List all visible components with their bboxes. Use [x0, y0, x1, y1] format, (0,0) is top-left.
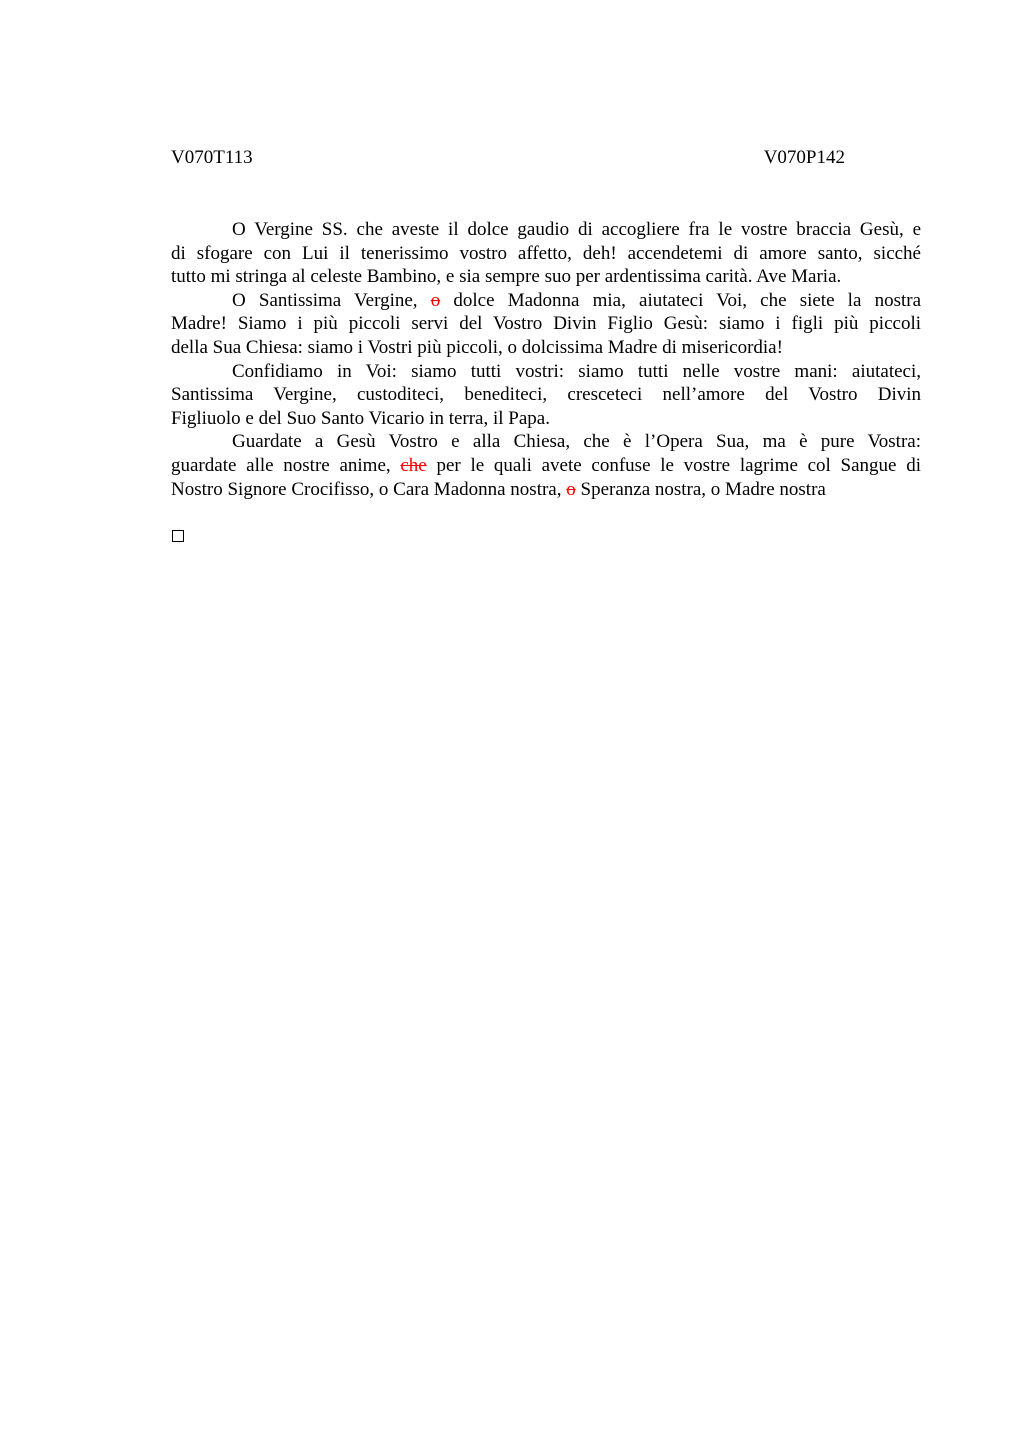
paragraph-1	[171, 218, 921, 289]
deleted-text: o	[430, 289, 441, 311]
paragraph-2	[171, 289, 921, 360]
text-segment: Nostro Signore Crocifisso, o Cara Madonna nostra,	[171, 478, 567, 500]
text-line: Santissima Vergine, custoditeci, benediteci, cresceteci nell’amore del Vostro Divin	[171, 384, 921, 406]
text-segment: guardate alle nostre anime,	[171, 454, 401, 476]
document-code-right: V070P142	[763, 147, 845, 168]
text-line: di sfogare con Lui il tenerissimo vostro affetto, deh! accendetemi di amore santo, sicché	[171, 242, 921, 264]
paragraph-3	[171, 360, 921, 431]
text-line	[171, 478, 921, 502]
text-segment: Speranza nostra, o Madre nostra	[575, 478, 826, 500]
text-line: O Vergine SS. che aveste il dolce gaudio di accogliere fra le vostre braccia Gesù, e	[232, 219, 921, 240]
text-line	[171, 454, 921, 478]
text-segment: per le quali avete confuse le vostre lagrime col Sangue di	[426, 454, 921, 476]
deleted-text: o	[566, 478, 576, 500]
paragraph-4	[171, 430, 921, 501]
text-line: tutto mi stringa al celeste Bambino, e sia sempre suo per ardentissima carità. Ave Maria.	[171, 266, 842, 288]
document-code-left: V070T113	[171, 147, 253, 168]
deleted-text: che	[400, 454, 427, 476]
text-line	[171, 289, 921, 313]
text-line: Guardate a Gesù Vostro e alla Chiesa, che è l’Opera Sua, ma è pure Vostra:	[232, 431, 921, 453]
document-body	[171, 218, 921, 501]
text-segment: dolce Madonna mia, aiutateci Voi, che siete la nostra	[440, 289, 921, 311]
text-line: Figliuolo e del Suo Santo Vicario in terra, il Papa.	[171, 407, 550, 429]
text-line: della Sua Chiesa: siamo i Vostri più piccoli, o dolcissima Madre di misericordia!	[171, 336, 783, 358]
text-segment: O Santissima Vergine,	[232, 289, 431, 311]
text-line: Madre! Siamo i più piccoli servi del Vostro Divin Figlio Gesù: siamo i figli più piccoli	[171, 313, 921, 335]
empty-checkbox-icon	[172, 530, 184, 542]
text-line: Confidiamo in Voi: siamo tutti vostri: siamo tutti nelle vostre mani: aiutateci,	[232, 360, 921, 382]
